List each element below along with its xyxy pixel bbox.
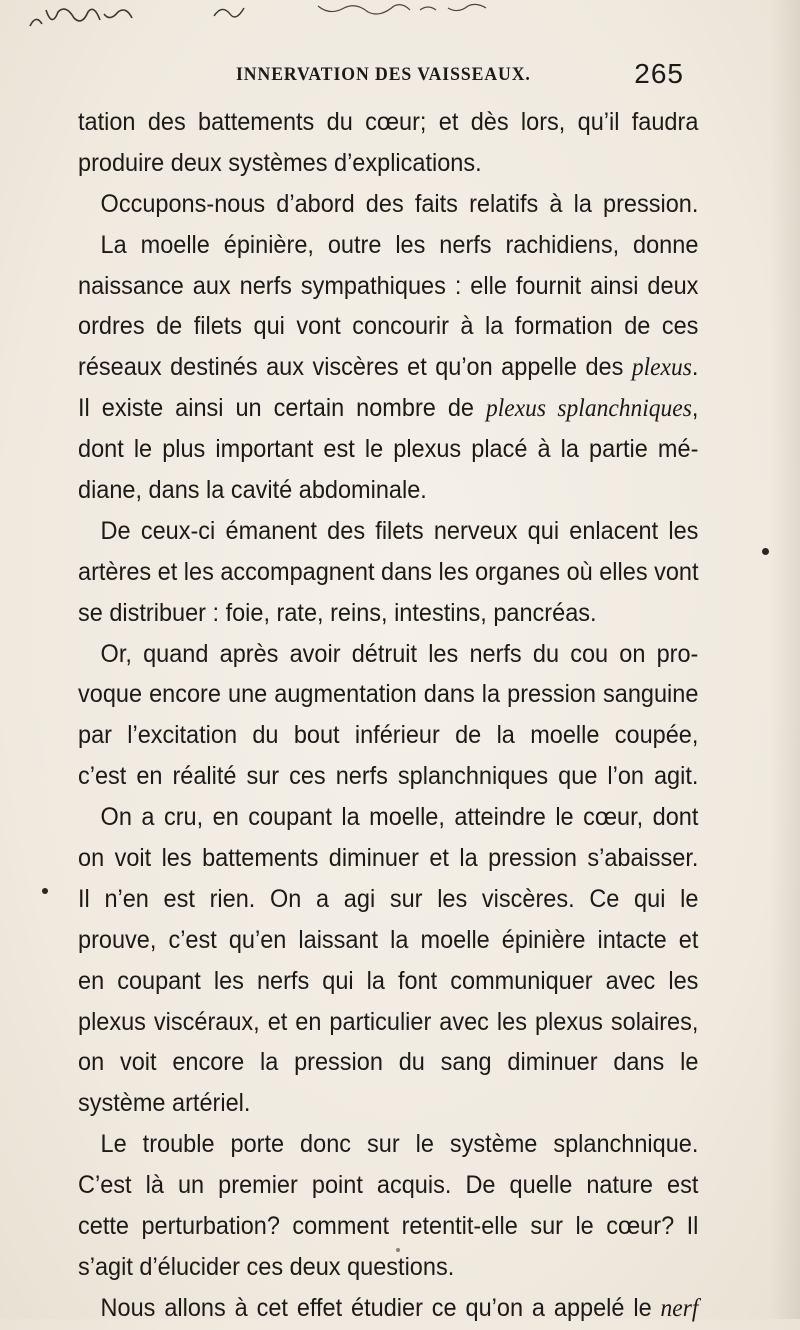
text-line: Nous allons à cet effet étudier ce qu’on a appelé le nerf <box>100 1293 699 1322</box>
text-line: cette perturbation? comment retentit-elle sur le cœur? Il <box>78 1212 699 1241</box>
text-line: Occupons-nous d’abord des faits relatifs à la pression. <box>100 189 699 218</box>
text-line: diane, dans la cavité abdominale. <box>78 476 427 505</box>
text-line: s’agit d’élucider ces deux questions. <box>78 1252 455 1281</box>
text-line: on voit les battements diminuer et la pression s’abaisser. <box>78 844 699 873</box>
text-line: par l’excitation du bout inférieur de la moelle coupée, <box>78 721 699 750</box>
body-text <box>78 102 698 1329</box>
page-number: 265 <box>634 58 684 89</box>
ink-spot <box>762 548 769 555</box>
text-line: système artériel. <box>78 1089 251 1118</box>
page-edge-shadow <box>770 0 800 1319</box>
text-line: Le trouble porte donc sur le système splanchnique. <box>100 1130 699 1159</box>
text-line: Il existe ainsi un certain nombre de plexus splanchniques, <box>78 394 699 423</box>
text-line: La moelle épinière, outre les nerfs rachidiens, donne <box>100 230 699 259</box>
text-line: on voit encore la pression du sang diminuer dans le <box>78 1048 699 1077</box>
text-line: On a cru, en coupant la moelle, atteindre le cœur, dont <box>100 803 699 832</box>
italic-term: nerf <box>660 1294 699 1322</box>
text-line: C’est là un premier point acquis. De quelle nature est <box>78 1171 699 1200</box>
running-header <box>0 58 800 94</box>
ink-spot <box>396 1248 400 1252</box>
text-line: se distribuer : foie, rate, reins, intestins, pancréas. <box>78 598 597 627</box>
text-line: en coupant les nerfs qui la font communiquer avec les <box>78 966 699 995</box>
italic-term: plexus <box>631 354 692 382</box>
italic-term: plexus splanchniques <box>486 395 692 423</box>
text-line: dont le plus important est le plexus placé à la partie mé- <box>78 435 699 464</box>
text-line: artères et les accompagnent dans les organes où elles vont <box>78 557 699 586</box>
text-line: produire deux systèmes d’explications. <box>78 148 482 177</box>
text-line: naissance aux nerfs sympathiques : elle fournit ainsi deux <box>78 271 699 300</box>
ink-spot <box>42 888 48 894</box>
text-line: ordres de filets qui vont concourir à la formation de ces <box>78 312 699 341</box>
running-title: INNERVATION DES VAISSEAUX. <box>236 64 531 85</box>
text-line: Or, quand après avoir détruit les nerfs du cou on pro- <box>100 639 699 668</box>
text-line: Il n’en est rien. On a agi sur les viscères. Ce qui le <box>78 884 699 913</box>
text-line: c’est en réalité sur ces nerfs splanchniques que l’on agit. <box>78 762 699 791</box>
handwritten-scribble <box>0 0 800 30</box>
text-line: prouve, c’est qu’en laissant la moelle épinière intacte et <box>78 925 699 954</box>
text-line: voque encore une augmentation dans la pression sanguine <box>78 680 699 709</box>
text-line: réseaux destinés aux viscères et qu’on appelle des plexus. <box>78 353 699 382</box>
text-line: plexus viscéraux, et en particulier avec les plexus solaires, <box>78 1007 699 1036</box>
text-line: De ceux-ci émanent des filets nerveux qui enlacent les <box>100 516 699 545</box>
text-line: tation des battements du cœur; et dès lors, qu’il faudra <box>78 108 699 136</box>
